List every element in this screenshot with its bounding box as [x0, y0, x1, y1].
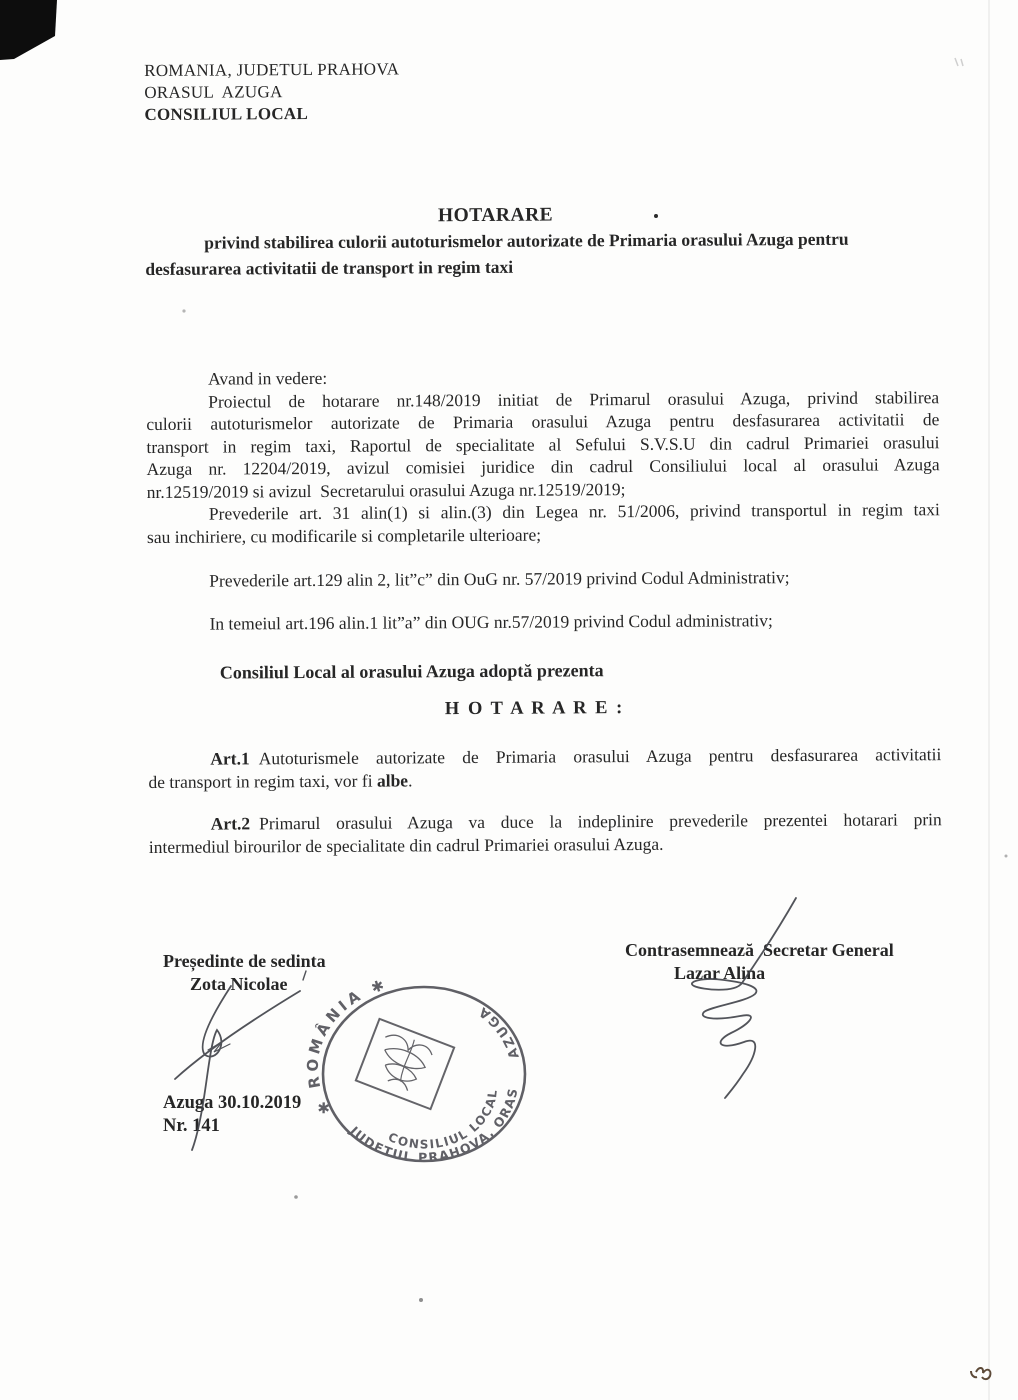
stamp-coat-of-arms — [356, 1019, 454, 1109]
faint-quote-mark — [955, 58, 963, 66]
letterhead-city: ORASUL AZUGA — [144, 82, 283, 103]
preamble-line: Azuga nr. 12204/2019, avizul comisiei juridice din cadrul Consiliului local al orasului Azuga — [146, 454, 940, 480]
letterhead — [144, 55, 937, 126]
coat-of-arms-detail — [382, 1044, 428, 1074]
stamp-ring — [323, 987, 525, 1161]
council-stamp — [304, 975, 525, 1165]
signature-right-stroke — [692, 898, 796, 1098]
preamble-line: sau inchiriere, cu modificarile si completarile ulterioare; — [146, 524, 542, 547]
signature-block-secretary — [625, 939, 894, 985]
stamp-arc-romania — [304, 975, 391, 1118]
document-title — [145, 199, 938, 282]
speck — [1005, 855, 1008, 858]
preamble-intro: Avand in vedere: — [207, 367, 328, 389]
coat-of-arms-detail — [387, 1076, 410, 1091]
preamble — [146, 363, 942, 858]
article-1-label: Art.1 — [210, 748, 250, 769]
stamp-arc-judet-text: JUDETUL PRAHOVA, ORAS — [347, 1086, 521, 1165]
title-subject-line2: desfasurarea activitatii de transport in regim taxi — [145, 256, 514, 279]
stamp-arc-azuga-text: AZUGA — [474, 1002, 523, 1061]
preamble-line: Prevederile art.129 alin 2, lit”c” din OuG nr. 57/2019 privind Codul Administrativ; — [209, 567, 790, 591]
speck — [294, 1195, 298, 1199]
president-name: Zota Nicolae — [190, 974, 288, 994]
speck — [419, 1298, 423, 1302]
article-1-line2 — [148, 766, 941, 793]
smudge-stroke — [971, 1371, 977, 1377]
signature-block-president — [163, 950, 326, 996]
article-1-text: Autoturismele autorizate de Primaria orasului Azuga pentru desfasurarea activitatii — [258, 744, 942, 769]
title-heading: HOTARARE — [437, 204, 554, 227]
stamp-arc-consiliu — [386, 1088, 500, 1152]
letterhead-council: CONSILIUL LOCAL — [144, 104, 309, 125]
article-2 — [149, 808, 942, 858]
article-2-text: Primarul orasului Azuga va duce la indeplinire prevederile prezentei hotarari prin — [259, 809, 942, 834]
preamble-line: transport in regim taxi, Raportul de specialitate al Sefului S.V.S.U din cadrul Primariei orasului — [146, 431, 940, 457]
issue-number: Nr. 141 — [163, 1116, 220, 1136]
scan-edge-shadow — [988, 0, 990, 1400]
signature-left-stroke — [175, 991, 300, 1079]
document-body — [144, 0, 942, 858]
stamp-arc-romania-text: ✱ ROMÂNIA ✱ — [303, 974, 391, 1118]
preamble-line: culorii autoturismelor autorizate de Primaria orasului Azuga pentru desfasurarea activitatii de — [146, 409, 940, 435]
president-role: Președinte de sedinta — [163, 951, 326, 971]
enactment-heading: H O T A R A R E : — [444, 698, 625, 720]
coat-of-arms-detail — [384, 1032, 434, 1059]
secretary-role: Contrasemnează Secretar General — [625, 940, 894, 960]
preamble-line: Prevederile art. 31 alin(1) si alin.(3) din Legea nr. 51/2006, privind transportul in regim taxi — [208, 499, 940, 524]
preamble-line: nr.12519/2019 si avizul Secretarului orasului Azuga nr.12519/2019; — [146, 478, 626, 502]
signature-left-zigzag — [208, 1042, 230, 1052]
preamble-line: In temeiul art.196 alin.1 lit”a” din OUG nr.57/2019 privind Codul administrativ; — [209, 609, 773, 634]
issue-place-date: Azuga 30.10.2019 — [163, 1093, 302, 1113]
coat-of-arms-frame — [356, 1019, 454, 1109]
stamp-arc-judet — [346, 1086, 520, 1165]
secretary-name: Lazar Alina — [674, 963, 766, 983]
title-subject-line1: privind stabilirea culorii autoturismelor autorizate de Primaria orasului Azuga pentru — [204, 228, 849, 253]
adoption-clause: Consiliul Local al orasului Azuga adoptă prezenta — [219, 660, 604, 683]
preamble-line: Proiectul de hotarare nr.148/2019 initiat de Primarul orasului Azuga, privind stabilirea — [208, 386, 940, 412]
coat-of-arms-detail — [399, 1040, 417, 1082]
article-1 — [148, 743, 941, 793]
issue-block — [163, 1092, 301, 1138]
article-1-keyword: albe — [376, 769, 409, 791]
article-2-label: Art.2 — [210, 813, 251, 834]
article-1-text2: de transport in regim taxi, vor fi — [148, 770, 377, 792]
stamp-arc-azuga — [474, 1002, 522, 1060]
scan-corner-artifact — [0, 0, 57, 60]
coat-of-arms-detail — [382, 1060, 419, 1085]
letterhead-country: ROMANIA, JUDETUL PRAHOVA — [144, 59, 400, 81]
stamp-arc-consiliu-text: CONSILIUL LOCAL — [386, 1088, 500, 1152]
article-1-period: . — [407, 769, 413, 790]
article-2-line2: intermediul birourilor de specialitate din cadrul Primariei orasului Azuga. — [148, 833, 664, 857]
